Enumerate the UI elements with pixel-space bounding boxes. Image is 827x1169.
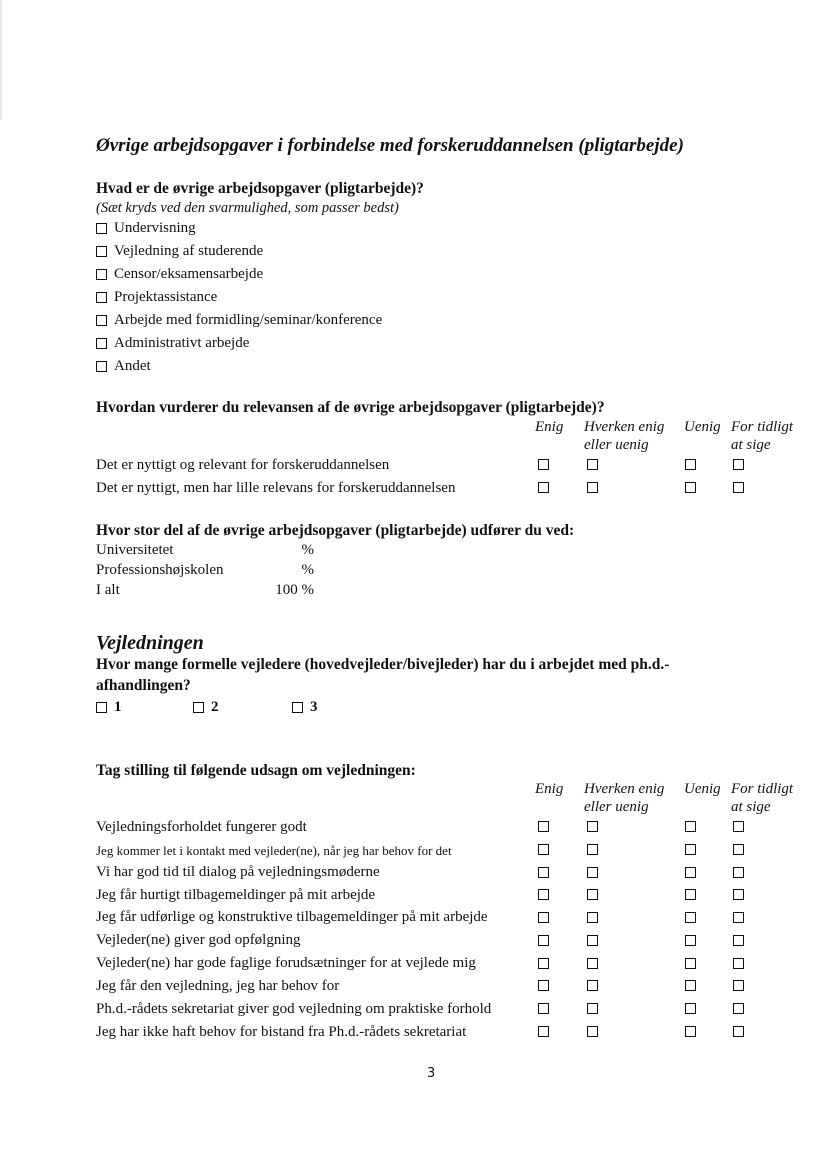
q1-hint: (Sæt kryds ved den svarmulighed, som passer bedst) (96, 200, 399, 216)
q5-row5-uenig-checkbox[interactable] (685, 912, 696, 923)
q5-row10-tidligt-checkbox[interactable] (733, 1026, 744, 1037)
q5-row7-hverken-checkbox[interactable] (587, 958, 598, 969)
q5-row4-hverken-checkbox[interactable] (587, 889, 598, 900)
q3-question: Hvor stor del af de øvrige arbejdsopgaver (pligtarbejde) udfører du ved: (96, 522, 575, 539)
q1-option[interactable]: Administrativt arbejde (96, 335, 249, 352)
checkbox[interactable] (96, 292, 107, 303)
q1-option[interactable]: Andet (96, 358, 151, 375)
q5-row1-uenig-checkbox[interactable] (685, 821, 696, 832)
q1-option[interactable]: Censor/eksamensarbejde (96, 266, 263, 283)
checkbox[interactable] (193, 702, 204, 713)
checkbox[interactable] (96, 315, 107, 326)
q5-row3-tidligt-checkbox[interactable] (733, 867, 744, 878)
q5-row3-hverken-checkbox[interactable] (587, 867, 598, 878)
q5-row10-hverken-checkbox[interactable] (587, 1026, 598, 1037)
q4-option[interactable]: 3 (292, 699, 318, 716)
checkbox[interactable] (96, 702, 107, 713)
q3-row-value[interactable]: % (301, 542, 314, 558)
q2-row2-tidligt-checkbox[interactable] (733, 482, 744, 493)
checkbox[interactable] (292, 702, 303, 713)
q2-row1-hverken-checkbox[interactable] (587, 459, 598, 470)
page-title: Øvrige arbejdsopgaver i forbindelse med forskeruddannelsen (pligtarbejde) (96, 135, 684, 156)
scale-enig: Enig (535, 781, 564, 797)
q5-row3-enig-checkbox[interactable] (538, 867, 549, 878)
scale-hverken-1: Hverken enig (584, 781, 665, 797)
q5-row7-tidligt-checkbox[interactable] (733, 958, 744, 969)
q3-row-value[interactable]: % (301, 562, 314, 578)
q1-option[interactable]: Undervisning (96, 220, 196, 237)
checkbox[interactable] (96, 338, 107, 349)
q3-row-label: I alt (96, 582, 120, 598)
page-number: 3 (427, 1066, 436, 1081)
scale-tidligt-2: at sige (731, 437, 771, 453)
q5-row7-enig-checkbox[interactable] (538, 958, 549, 969)
scale-uenig: Uenig (684, 419, 721, 435)
q3-row-label: Universitetet (96, 542, 174, 558)
q5-row5-hverken-checkbox[interactable] (587, 912, 598, 923)
q5-row-label: Vejleder(ne) har gode faglige forudsætninger for at vejlede mig (96, 955, 476, 971)
q5-row9-enig-checkbox[interactable] (538, 1003, 549, 1014)
q1-option[interactable]: Arbejde med formidling/seminar/konference (96, 312, 382, 329)
q3-row-label: Professionshøjskolen (96, 562, 224, 578)
q5-row8-tidligt-checkbox[interactable] (733, 980, 744, 991)
q1-question: Hvad er de øvrige arbejdsopgaver (pligtarbejde)? (96, 180, 424, 197)
q5-row9-uenig-checkbox[interactable] (685, 1003, 696, 1014)
q5-row-label: Ph.d.-rådets sekretariat giver god vejledning om praktiske forhold (96, 1001, 492, 1017)
q4-question-line1: Hvor mange formelle vejledere (hovedvejleder/bivejleder) har du i arbejdet med ph.d.- (96, 656, 670, 673)
page-edge (0, 0, 2, 120)
q5-row2-hverken-checkbox[interactable] (587, 844, 598, 855)
q5-row4-uenig-checkbox[interactable] (685, 889, 696, 900)
q5-row-label: Jeg får hurtigt tilbagemeldinger på mit arbejde (96, 887, 376, 903)
checkbox[interactable] (96, 223, 107, 234)
q2-question: Hvordan vurderer du relevansen af de øvrige arbejdsopgaver (pligtarbejde)? (96, 399, 605, 416)
q5-question: Tag stilling til følgende udsagn om vejledningen: (96, 762, 416, 779)
q5-row9-tidligt-checkbox[interactable] (733, 1003, 744, 1014)
q2-row2-enig-checkbox[interactable] (538, 482, 549, 493)
q5-row-label: Vi har god tid til dialog på vejledningsmøderne (96, 864, 380, 880)
q5-row8-hverken-checkbox[interactable] (587, 980, 598, 991)
q1-option[interactable]: Vejledning af studerende (96, 243, 263, 260)
q2-row1-uenig-checkbox[interactable] (685, 459, 696, 470)
scale-enig: Enig (535, 419, 564, 435)
q1-option[interactable]: Projektassistance (96, 289, 217, 306)
q2-row1-enig-checkbox[interactable] (538, 459, 549, 470)
q2-row-label: Det er nyttigt, men har lille relevans for forskeruddannelsen (96, 480, 456, 496)
q5-row-label: Jeg kommer let i kontakt med vejleder(ne), når jeg har behov for det (96, 843, 452, 858)
q5-row10-uenig-checkbox[interactable] (685, 1026, 696, 1037)
q5-row6-uenig-checkbox[interactable] (685, 935, 696, 946)
q5-row-label: Jeg får den vejledning, jeg har behov for (96, 978, 340, 994)
q5-row4-tidligt-checkbox[interactable] (733, 889, 744, 900)
scale-tidligt-1: For tidligt (731, 781, 794, 797)
section-title: Vejledningen (96, 632, 204, 654)
q5-row-label: Vejledningsforholdet fungerer godt (96, 819, 307, 835)
q2-row2-uenig-checkbox[interactable] (685, 482, 696, 493)
q5-row8-uenig-checkbox[interactable] (685, 980, 696, 991)
q5-row2-tidligt-checkbox[interactable] (733, 844, 744, 855)
q5-row6-tidligt-checkbox[interactable] (733, 935, 744, 946)
q5-row7-uenig-checkbox[interactable] (685, 958, 696, 969)
q5-row9-hverken-checkbox[interactable] (587, 1003, 598, 1014)
q5-row2-enig-checkbox[interactable] (538, 844, 549, 855)
q5-row1-hverken-checkbox[interactable] (587, 821, 598, 832)
q2-row1-tidligt-checkbox[interactable] (733, 459, 744, 470)
scale-tidligt-1: For tidligt (731, 419, 794, 435)
checkbox[interactable] (96, 269, 107, 280)
scale-tidligt-2: at sige (731, 799, 771, 815)
q5-row5-enig-checkbox[interactable] (538, 912, 549, 923)
scale-uenig: Uenig (684, 781, 721, 797)
q5-row5-tidligt-checkbox[interactable] (733, 912, 744, 923)
q5-row8-enig-checkbox[interactable] (538, 980, 549, 991)
q5-row6-hverken-checkbox[interactable] (587, 935, 598, 946)
checkbox[interactable] (96, 246, 107, 257)
q5-row10-enig-checkbox[interactable] (538, 1026, 549, 1037)
q5-row1-tidligt-checkbox[interactable] (733, 821, 744, 832)
scale-hverken-2: eller uenig (584, 437, 649, 453)
q4-question-line2: afhandlingen? (96, 677, 191, 694)
q2-row-label: Det er nyttigt og relevant for forskeruddannelsen (96, 457, 390, 473)
q5-row-label: Jeg får udførlige og konstruktive tilbagemeldinger på mit arbejde (96, 909, 488, 925)
q2-row2-hverken-checkbox[interactable] (587, 482, 598, 493)
q5-row6-enig-checkbox[interactable] (538, 935, 549, 946)
q4-option[interactable]: 2 (193, 699, 219, 716)
checkbox[interactable] (96, 361, 107, 372)
q4-option[interactable]: 1 (96, 699, 122, 716)
q5-row-label: Jeg har ikke haft behov for bistand fra Ph.d.-rådets sekretariat (96, 1024, 467, 1040)
q5-row3-uenig-checkbox[interactable] (685, 867, 696, 878)
q5-row-label: Vejleder(ne) giver god opfølgning (96, 932, 301, 948)
q5-row2-uenig-checkbox[interactable] (685, 844, 696, 855)
scale-hverken-2: eller uenig (584, 799, 649, 815)
scale-hverken-1: Hverken enig (584, 419, 665, 435)
q5-row1-enig-checkbox[interactable] (538, 821, 549, 832)
q3-row-value: 100 % (275, 582, 314, 598)
q5-row4-enig-checkbox[interactable] (538, 889, 549, 900)
